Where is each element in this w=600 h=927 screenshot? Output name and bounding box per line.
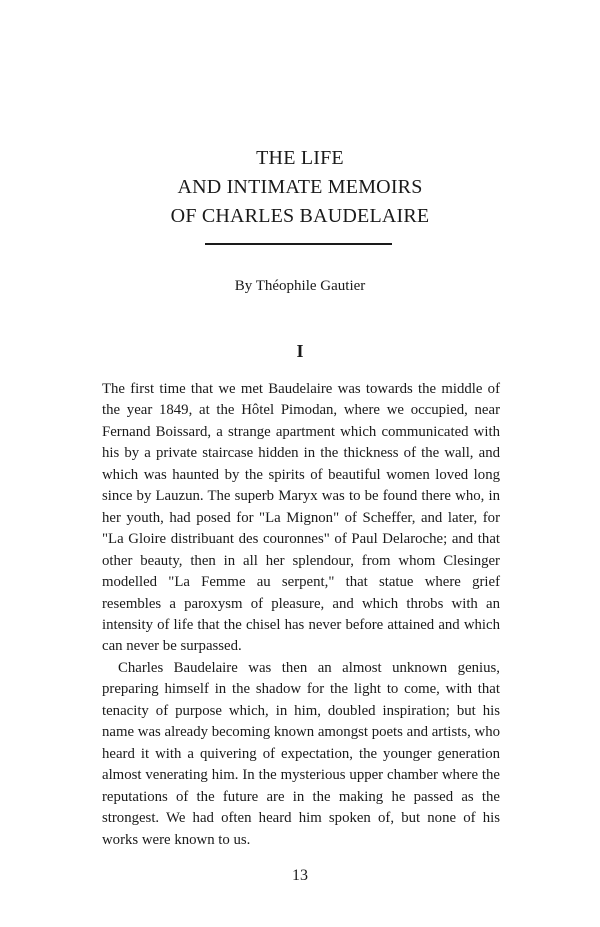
page-title [0, 144, 600, 231]
page-number: 13 [292, 867, 308, 884]
chapter-number: I [296, 341, 304, 361]
author-byline: By Théophile Gautier [234, 278, 366, 294]
title-line-2: AND INTIMATE MEMOIRS [177, 176, 423, 198]
body-text [102, 379, 500, 851]
title-line-1: THE LIFE [256, 147, 344, 169]
paragraph-1: The first time that we met Baudelaire was towards the middle of the year 1849, at the Hôtel Pimodan, where we occupied, near Fernand Boissard, a strange apartment which communicated with his by a private staircase hidden in the thickness of the wall, and which was haunted by the spirits of beautiful women loved long since by Lauzun. The superb Maryx was to be found there who, in her youth, had posed for "La Mignon" of Scheffer, and later, for "La Gloire distribuant des couronnes" of Paul Delaroche; and that other beauty, then in all her splendour, from whom Clesinger modelled "La Femme au serpent," that statue where grief resembles a paroxysm of pleasure, and which throbs with an intensity of life that the chisel has never before attained and which can never be surpassed. [102, 381, 500, 655]
paragraph-2: Charles Baudelaire was then an almost unknown genius, preparing himself in the shadow for the light to come, with that tenacity of purpose which, in him, doubled inspiration; but his name was already becoming known amongst poets and artists, who heard it with a quivering of expectation, the younger generation almost venerating him. In the mysterious upper chamber where the reputations of the future are in the making he passed as the strongest. We had often heard him spoken of, but none of his works were known to us. [102, 659, 500, 848]
title-divider [205, 243, 392, 245]
title-line-3: OF CHARLES BAUDELAIRE [170, 205, 430, 227]
